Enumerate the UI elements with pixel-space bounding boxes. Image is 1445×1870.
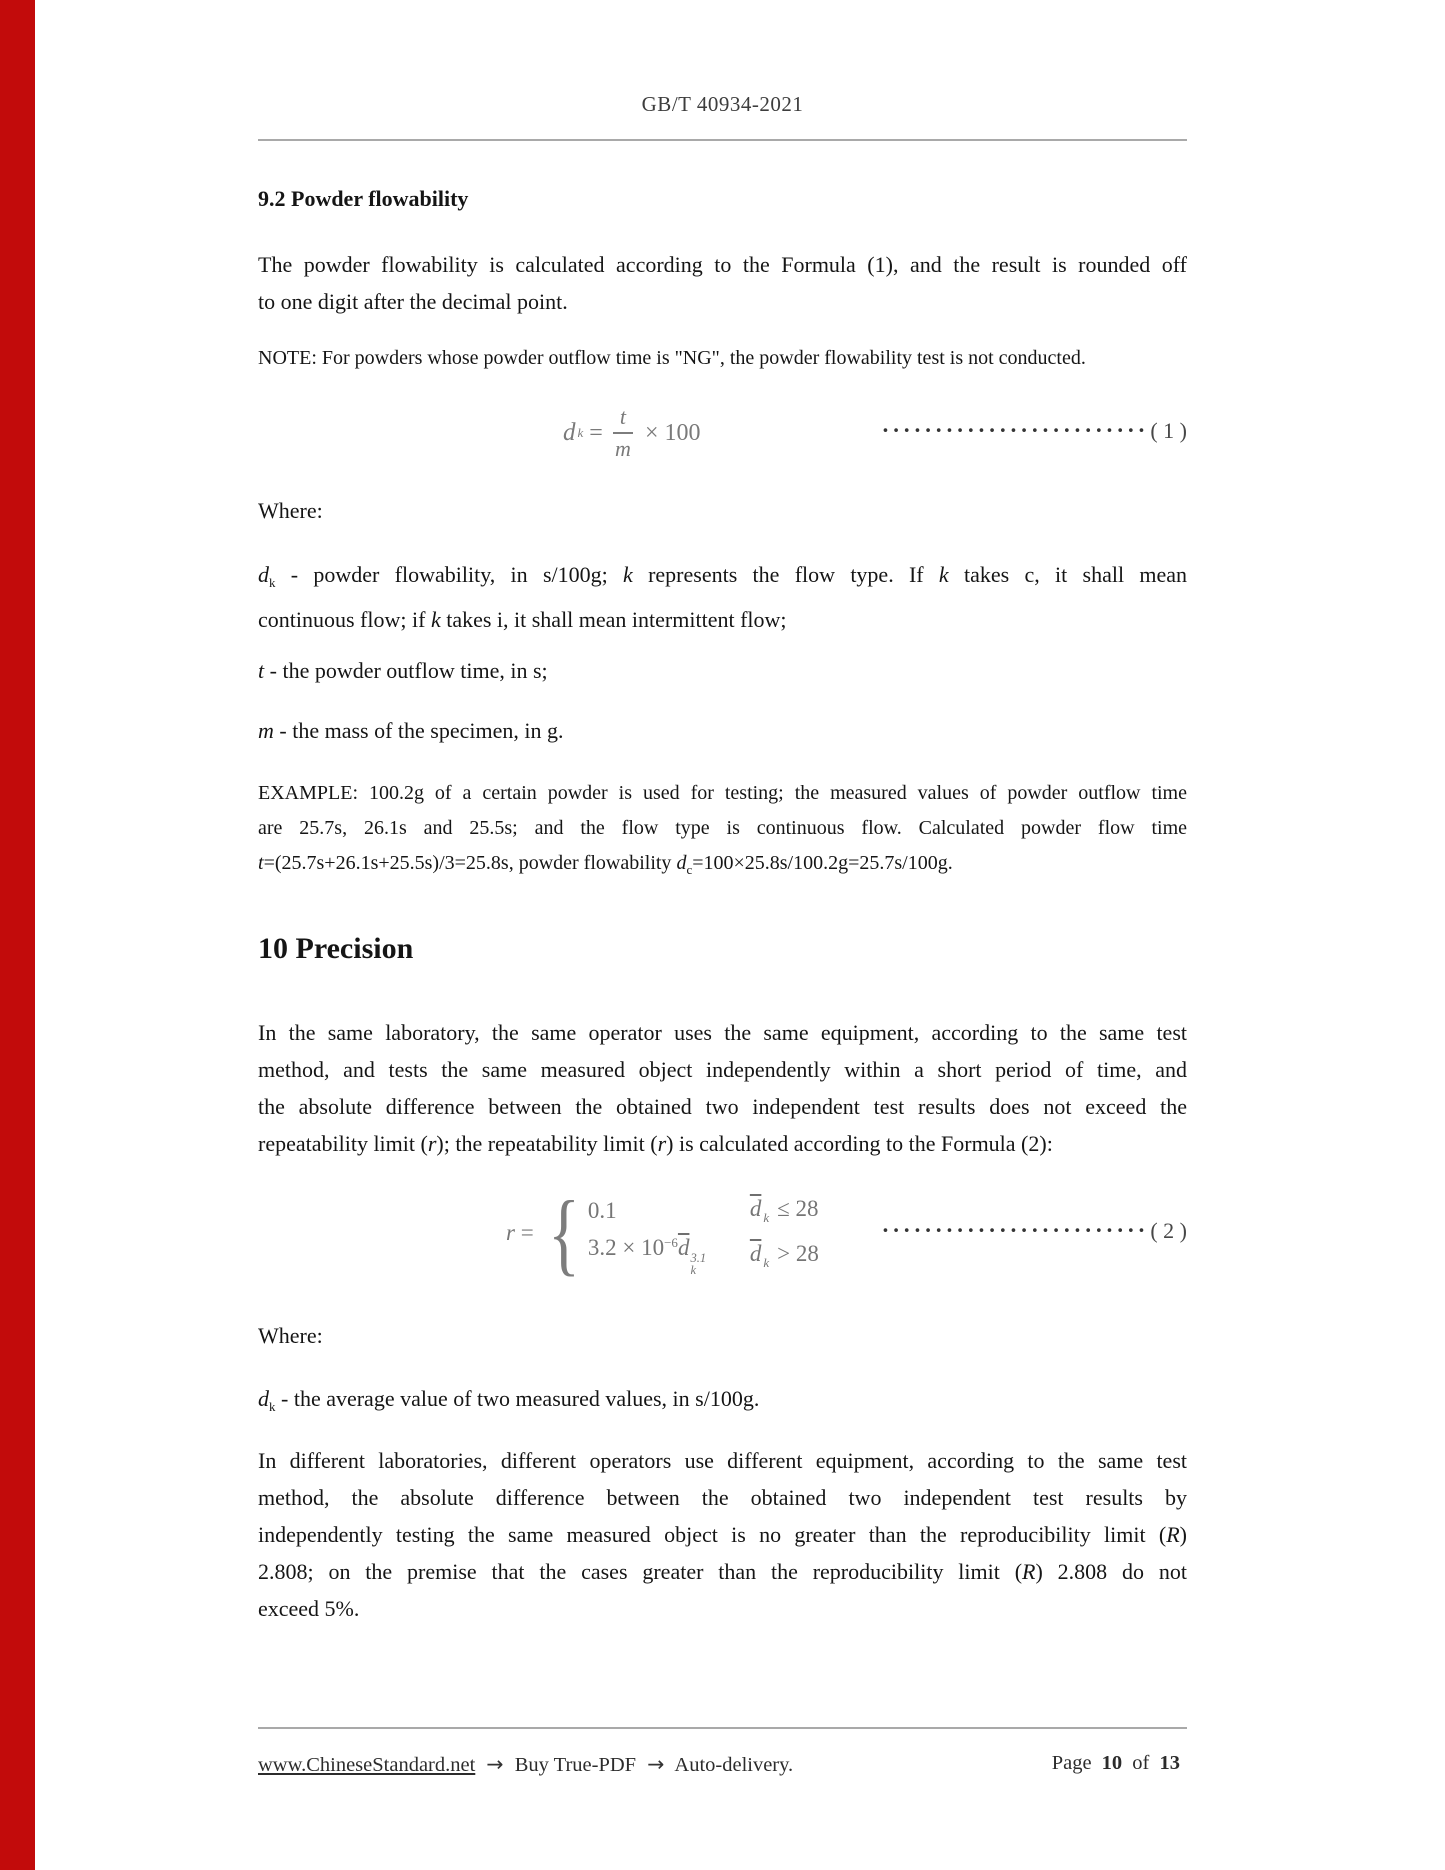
total-pages-number: 13 xyxy=(1159,1752,1180,1774)
page-word: Page xyxy=(1051,1752,1092,1774)
formula-1-leader xyxy=(882,418,1187,444)
page-footer xyxy=(258,1752,1180,1777)
case-2-expression: $3.2 \times 10^{-6}\overline{d}$ 3.1 k xyxy=(587,1235,707,1277)
definition-t-paragraph xyxy=(258,652,1187,689)
footer-delivery-text: Auto-delivery. xyxy=(674,1754,794,1776)
section-10-heading: 10 Precision xyxy=(258,932,414,965)
footer-rule xyxy=(258,1727,1187,1729)
footer-buy-text: Buy True-PDF xyxy=(514,1754,637,1776)
paragraph-line: are 25.7s, 26.1s and 25.5s; and the flow type is continuous flow. Calculated powder flow time xyxy=(258,817,1187,839)
case-1-condition: $\overline{d}$ $_k$ ≤ 28 xyxy=(749,1195,819,1225)
footer-link[interactable]: www.ChineseStandard.net xyxy=(258,1754,476,1776)
arrow-right-icon: → xyxy=(647,1752,665,1776)
definition-dk-average xyxy=(258,1380,1187,1425)
paragraph-line: method, and tests the same measured object independently within a short period of time, and xyxy=(258,1057,1187,1082)
page-indicator xyxy=(1047,1752,1180,1777)
paragraph-line: 2.808; on the premise that the cases greater than the reproducibility limit (R) 2.808 do not xyxy=(258,1559,1187,1584)
arrow-right-icon: → xyxy=(486,1752,504,1776)
case-2-condition: $\overline{d}$ $_k$ > 28 xyxy=(749,1240,819,1270)
fraction-denominator: m xyxy=(614,436,631,461)
formula-2-cases xyxy=(588,1188,819,1278)
dotted-leader: ························· xyxy=(881,418,1149,443)
section-9-2-heading: 9.2 Powder flowability xyxy=(258,186,469,211)
paragraph-line: t=(25.7s+26.1s+25.5s)/3=25.8s, powder flowability $d_c=100\times 25.8s/100.2g=25.7s/100g$. xyxy=(258,852,953,877)
flowability-paragraph xyxy=(258,246,1187,320)
reproducibility-paragraph xyxy=(258,1442,1187,1627)
equals-sign: = xyxy=(589,419,603,446)
paragraph-line: EXAMPLE: 100.2g of a certain powder is used for testing; the measured values of powder outflow time xyxy=(258,782,1187,804)
paragraph-line: exceed 5%. xyxy=(258,1596,360,1621)
paragraph-line: In different laboratories, different operators use different equipment, according to the same test xyxy=(258,1448,1187,1473)
page-content xyxy=(258,0,1187,1870)
paragraph-line: to one digit after the decimal point. xyxy=(258,289,568,314)
case-1-expression: 0.1 xyxy=(587,1197,617,1223)
definition-t: t - the powder outflow time, in s; xyxy=(258,658,548,683)
case-row xyxy=(588,1233,819,1278)
example-paragraph xyxy=(258,776,1187,887)
paragraph-line: repeatability limit (r); the repeatability limit (r) is calculated according to the Formula (2): xyxy=(258,1131,1053,1156)
dotted-leader: ························· xyxy=(881,1218,1149,1243)
paragraph-line: In the same laboratory, the same operator uses the same equipment, according to the same test xyxy=(258,1020,1187,1045)
formula-1-var: d xyxy=(563,419,576,446)
paragraph-line: $d_k$ - powder flowability, in s/100g; k represents the flow type. If k takes c, it shall mean xyxy=(258,562,1187,590)
of-word: of xyxy=(1132,1752,1150,1774)
paragraph-line: method, the absolute difference between the obtained two independent test results by xyxy=(258,1485,1187,1510)
formula-2-number: ( 2 ) xyxy=(1150,1218,1187,1243)
case-row xyxy=(588,1188,819,1233)
fraction-numerator: t xyxy=(613,404,633,434)
fraction xyxy=(613,404,633,462)
note-paragraph xyxy=(258,341,1187,375)
paragraph-line: independently testing the same measured object is no greater than the reproducibility limit (R) xyxy=(258,1522,1187,1547)
precision-paragraph xyxy=(258,1014,1187,1162)
formula-2-equation: r = { 0.1 $\overline{d}$ $_k$ ≤ 28 $3.2 \times 10^{-6}\overline{d}$ 3.1 k $\overline{d}$ $_k$ > 28 xyxy=(506,1182,819,1284)
formula-1-subscript: k xyxy=(577,425,584,440)
where-label: Where: xyxy=(258,498,323,523)
formula-2-lhs: r = xyxy=(506,1220,534,1245)
footer-left xyxy=(258,1752,799,1777)
definition-dk-paragraph xyxy=(258,556,1187,638)
paragraph-line: The powder flowability is calculated according to the Formula (1), and the result is rounded off xyxy=(258,252,1187,277)
where-label: Where: xyxy=(258,1323,323,1348)
formula-1-number: ( 1 ) xyxy=(1150,418,1187,443)
multiplier: × 100 xyxy=(644,419,701,446)
left-red-ribbon xyxy=(0,0,35,1870)
paragraph-line: continuous flow; if k takes i, it shall mean intermittent flow; xyxy=(258,607,787,632)
page-header-title: GB/T 40934-2021 xyxy=(641,92,804,116)
paragraph-line: $d_k$ - the average value of two measured values, in s/100g. xyxy=(258,1386,760,1414)
header-rule xyxy=(258,139,1187,141)
current-page-number: 10 xyxy=(1101,1752,1123,1774)
paragraph-line: the absolute difference between the obtained two independent test results does not exceed the xyxy=(258,1094,1187,1119)
definition-m-paragraph xyxy=(258,712,1187,749)
formula-2-leader xyxy=(882,1218,1187,1244)
note-text: NOTE: For powders whose powder outflow time is "NG", the powder flowability test is not conducted. xyxy=(258,347,1086,369)
definition-m: m - the mass of the specimen, in g. xyxy=(258,718,564,743)
formula-1-equation xyxy=(563,398,701,468)
